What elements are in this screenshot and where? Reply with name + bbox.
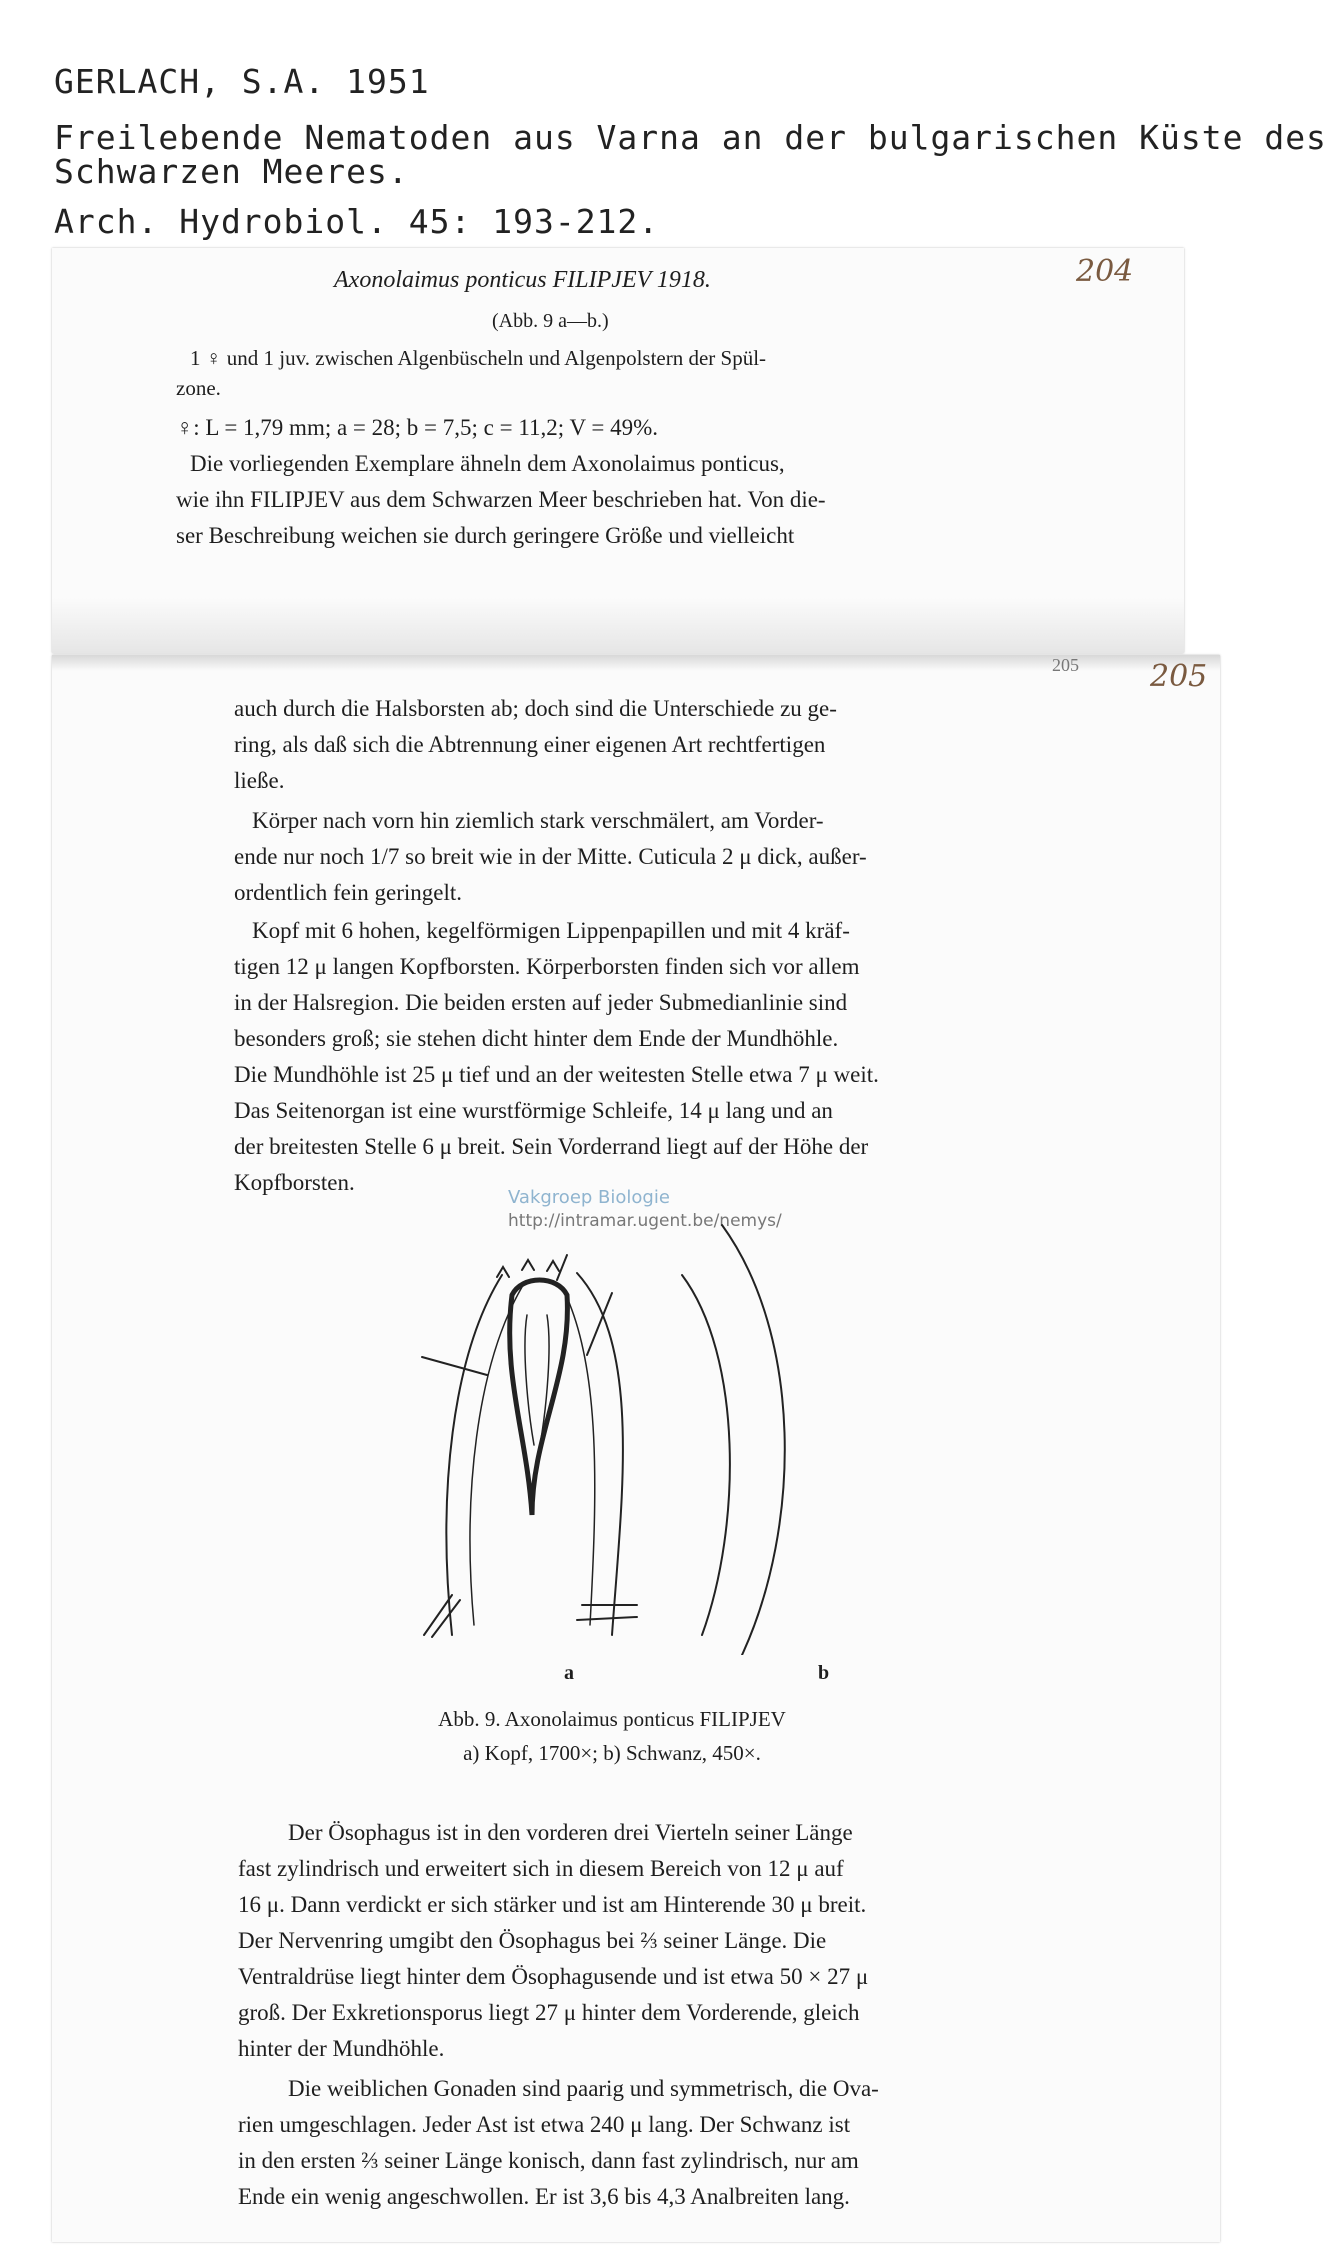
paragraph-line: ring, als daß sich die Abtrennung einer eigenen Art rechtfertigen — [234, 732, 826, 757]
paragraph-line: Der Ösophagus ist in den vorderen drei Vierteln seiner Länge — [288, 1820, 853, 1845]
paragraph-line: Die vorliegenden Exemplare ähneln dem Axonolaimus ponticus, — [190, 451, 785, 476]
paragraph-line: Der Nervenring umgibt den Ösophagus bei ⅔ seiner Länge. Die — [238, 1928, 827, 1953]
watermark-url: http://intramar.ugent.be/nemys/ — [508, 1211, 782, 1231]
paragraph-line: Die Mundhöhle ist 25 μ tief und an der weitesten Stelle etwa 7 μ weit. — [234, 1062, 879, 1087]
material-line-2: zone. — [176, 376, 221, 400]
material-line-1: 1 ♀ und 1 juv. zwischen Algenbüscheln und Algenpolstern der Spül- — [190, 346, 767, 370]
watermark-label: Vakgroep Biologie — [508, 1187, 670, 1208]
handwritten-page-number: 205 — [1150, 659, 1208, 694]
paragraph-line: ließe. — [234, 768, 285, 793]
head-setae — [422, 1255, 612, 1375]
cuticle-inner-left — [470, 1287, 522, 1625]
figure-label-b: b — [818, 1662, 830, 1684]
paragraph-line: groß. Der Exkretionsporus liegt 27 μ hinter dem Vorderende, gleich — [238, 2000, 860, 2025]
paragraph-line: in der Halsregion. Die beiden ersten auf jeder Submedianlinie sind — [234, 990, 848, 1015]
paragraph-line: tigen 12 μ langen Kopfborsten. Körperborsten finden sich vor allem — [234, 954, 860, 979]
paragraph-line: Ventraldrüse liegt hinter dem Ösophagusende und ist etwa 50 × 27 μ — [238, 1964, 869, 1989]
paragraph-line: Kopf mit 6 hohen, kegelförmigen Lippenpapillen und mit 4 kräf- — [252, 918, 850, 943]
figure-reference: (Abb. 9 a—b.) — [492, 310, 609, 332]
figure-9-drawing — [382, 1195, 942, 1655]
printed-page-number: 205 — [1052, 655, 1079, 675]
body-outline-right — [577, 1273, 623, 1635]
paragraph-line: wie ihn FILIPJEV aus dem Schwarzen Meer beschrieben hat. Von die- — [176, 487, 826, 512]
citation-author-year: GERLACH, S.A. 1951 — [54, 62, 430, 101]
paragraph-line: der breitesten Stelle 6 μ breit. Sein Vorderrand liegt auf der Höhe der — [234, 1134, 869, 1159]
scan-edge-shadow — [52, 598, 1184, 653]
clipping-page-205 — [52, 655, 1220, 2242]
paragraph-line: in den ersten ⅔ seiner Länge konisch, dann fast zylindrisch, nur am — [238, 2148, 859, 2173]
paragraph-line: ordentlich fein geringelt. — [234, 880, 463, 905]
paragraph-line: Körper nach vorn hin ziemlich stark verschmälert, am Vorder- — [252, 808, 824, 833]
paragraph-line: ende nur noch 1/7 so breit wie in der Mitte. Cuticula 2 μ dick, außer- — [234, 844, 867, 869]
paragraph-line: ser Beschreibung weichen sie durch geringere Größe und vielleicht — [176, 523, 795, 548]
paragraph-line: Die weiblichen Gonaden sind paarig und symmetrisch, die Ova- — [288, 2076, 879, 2101]
tail-outline-left — [682, 1275, 730, 1635]
figure-caption-line-1: Abb. 9. Axonolaimus ponticus FILIPJEV — [438, 1707, 786, 1731]
paragraph-line: fast zylindrisch und erweitert sich in diesem Bereich von 12 μ auf — [238, 1856, 844, 1881]
figure-label-a: a — [564, 1662, 574, 1684]
paragraph-line: hinter der Mundhöhle. — [238, 2036, 445, 2061]
paragraph-line: besonders groß; sie stehen dicht hinter dem Ende der Mundhöhle. — [234, 1026, 839, 1051]
paragraph-line: Kopfborsten. — [234, 1170, 355, 1195]
scan-top-edge — [52, 655, 1220, 671]
lip-papillae — [497, 1260, 559, 1277]
measurements: ♀: L = 1,79 mm; a = 28; b = 7,5; c = 11,2; V = 49%. — [176, 415, 659, 440]
paragraph-line: Ende ein wenig angeschwollen. Er ist 3,6 bis 4,3 Analbreiten lang. — [238, 2184, 850, 2209]
paragraph-line: 16 μ. Dann verdickt er sich stärker und ist am Hinterende 30 μ breit. — [238, 1892, 867, 1917]
paragraph-line: rien umgeschlagen. Jeder Ast ist etwa 240 μ lang. Der Schwanz ist — [238, 2112, 851, 2137]
buccal-cavity — [510, 1280, 568, 1515]
clipping-page-204 — [52, 248, 1184, 653]
citation-journal: Arch. Hydrobiol. 45: 193-212. — [54, 202, 660, 241]
paragraph-line: auch durch die Halsborsten ab; doch sind die Unterschiede zu ge- — [234, 696, 837, 721]
figure-caption-line-2: a) Kopf, 1700×; b) Schwanz, 450×. — [463, 1741, 761, 1765]
citation-title-line-1: Freilebende Nematoden aus Varna an der bulgarischen Küste des — [54, 118, 1327, 157]
body-setae — [424, 1595, 637, 1637]
species-heading: Axonolaimus ponticus FILIPJEV 1918. — [334, 267, 711, 293]
tail-outline-right — [722, 1225, 785, 1655]
paragraph-line: Das Seitenorgan ist eine wurstförmige Schleife, 14 μ lang und an — [234, 1098, 833, 1123]
handwritten-page-number: 204 — [1076, 254, 1134, 289]
citation-title-line-2: Schwarzen Meeres. — [54, 152, 409, 191]
